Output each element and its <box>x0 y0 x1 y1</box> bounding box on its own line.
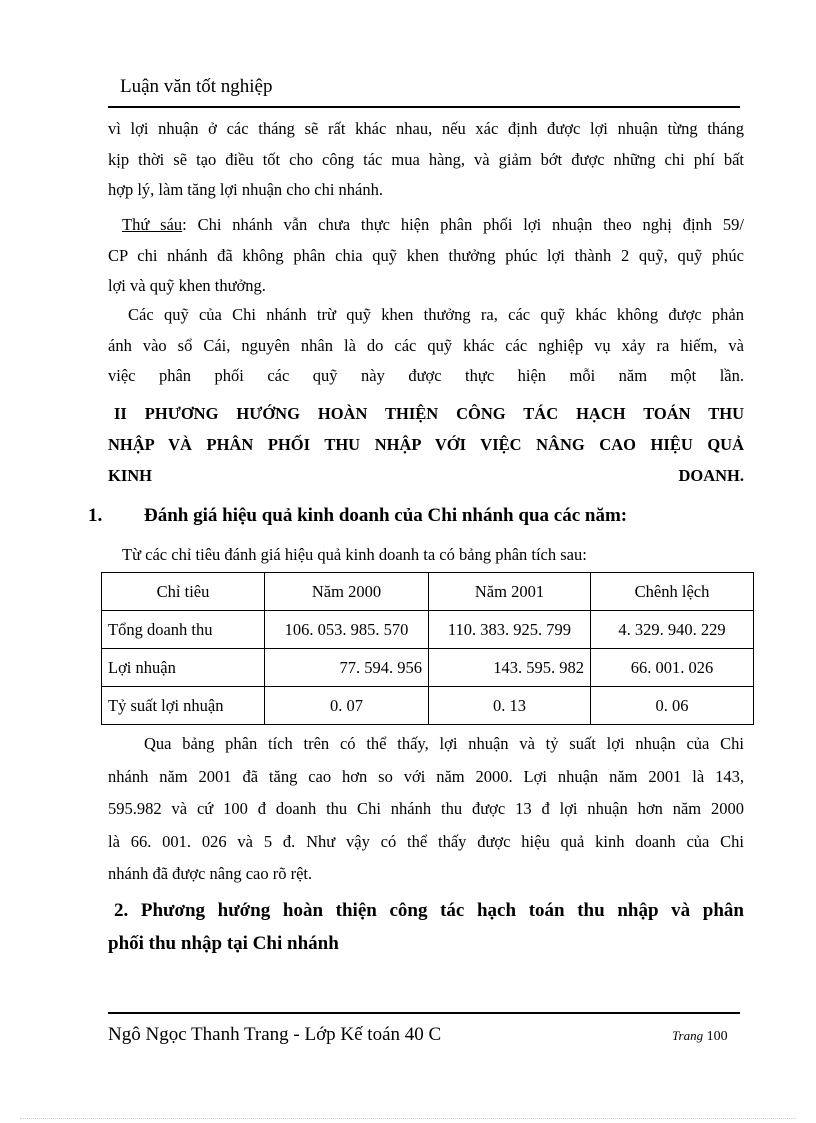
subsection-heading-line: 2. Phương hướng hoàn thiện công tác hạch toán thu nhập và phân <box>114 900 744 921</box>
section-heading <box>108 398 744 491</box>
table-cell: 106. 053. 985. 570 <box>265 611 429 649</box>
header-title: Luận văn tốt nghiệp <box>120 76 273 97</box>
paragraph-3 <box>108 300 744 392</box>
paragraph-2 <box>108 210 744 302</box>
page-number: 100 <box>706 1029 728 1044</box>
page-label: Trang <box>672 1028 704 1043</box>
subsection-2-heading <box>108 894 744 960</box>
subsection-1-heading <box>88 505 627 527</box>
paragraph-line: vì lợi nhuận ở các tháng sẽ rất khác nhau, nếu xác định được lợi nhuận từng tháng <box>108 119 744 138</box>
table-intro: Từ các chỉ tiêu đánh giá hiệu quả kinh doanh ta có bảng phân tích sau: <box>122 545 587 564</box>
paragraph-4 <box>108 728 744 891</box>
table-cell: 0. 07 <box>265 687 429 725</box>
table-cell: 66. 001. 026 <box>591 649 754 687</box>
table-row <box>102 687 754 725</box>
paragraph-line: CP chi nhánh đã không phân chia quỹ khen thưởng phúc lợi thành 2 quỹ, quỹ phúc <box>108 245 744 265</box>
page-bottom-edge <box>20 1118 796 1119</box>
paragraph-line: việc phân phối các quỹ này được thực hiện mỗi năm một lần. <box>108 366 744 385</box>
footer-rule <box>108 1012 740 1014</box>
paragraph-line: lợi và quỹ khen thưởng. <box>108 276 266 295</box>
table-header-cell: Năm 2000 <box>265 573 429 611</box>
analysis-table <box>101 572 754 725</box>
header-rule <box>108 106 740 108</box>
paragraph-line: Các quỹ của Chi nhánh trừ quỹ khen thưởng ra, các quỹ khác không được phản <box>128 305 744 324</box>
paragraph-1 <box>108 114 744 206</box>
subsection-number: 1. <box>88 505 103 526</box>
table-cell: 77. 594. 956 <box>265 649 429 687</box>
emphasis-lead: Thứ sáu <box>122 215 183 234</box>
table-header-cell: Năm 2001 <box>429 573 591 611</box>
subsection-title: Đánh giá hiệu quả kinh doanh của Chi nhánh qua các năm: <box>144 505 628 526</box>
table-cell: 110. 383. 925. 799 <box>429 611 591 649</box>
paragraph-line: Qua bảng phân tích trên có thể thấy, lợi nhuận và tỷ suất lợi nhuận của Chi <box>144 734 744 753</box>
footer-page <box>672 1028 728 1045</box>
table-header-cell: Chỉ tiêu <box>102 573 265 611</box>
table-cell: 0. 06 <box>591 687 754 725</box>
paragraph-line: ánh vào sổ Cái, nguyên nhân là do các quỹ khác các nghiệp vụ xảy ra hiếm, và <box>108 335 744 355</box>
paragraph-line <box>108 210 744 241</box>
paragraph-line: kịp thời sẽ tạo điều tốt cho công tác mua hàng, và giảm bớt được những chi phí bất <box>108 149 744 169</box>
paragraph-line: là 66. 001. 026 và 5 đ. Như vậy có thể thấy được hiệu quả kinh doanh của Chi <box>108 831 744 851</box>
table-header-cell: Chênh lệch <box>591 573 754 611</box>
table-row <box>102 611 754 649</box>
table-cell: Tổng doanh thu <box>102 611 265 649</box>
table-cell: 4. 329. 940. 229 <box>591 611 754 649</box>
table-cell: Lợi nhuận <box>102 649 265 687</box>
table-cell: 0. 13 <box>429 687 591 725</box>
subsection-heading-line: phối thu nhập tại Chi nhánh <box>108 933 339 954</box>
paragraph-line: nhánh năm 2001 đã tăng cao hơn so với năm 2000. Lợi nhuận năm 2001 là 143, <box>108 766 744 786</box>
paragraph-line: 595.982 và cứ 100 đ doanh thu Chi nhánh thu được 13 đ lợi nhuận hơn năm 2000 <box>108 799 744 818</box>
table-header-row <box>102 573 754 611</box>
section-heading-line: II PHƯƠNG HƯỚNG HOÀN THIỆN CÔNG TÁC HẠCH TOÁN THU <box>114 404 744 423</box>
table-cell: Tỷ suất lợi nhuận <box>102 687 265 725</box>
footer-author: Ngô Ngọc Thanh Trang - Lớp Kế toán 40 C <box>108 1024 442 1045</box>
paragraph-line: nhánh đã được nâng cao rõ rệt. <box>108 864 313 883</box>
paragraph-text: : Chi nhánh vẫn chưa thực hiện phân phối lợi nhuận theo nghị định 59/ <box>182 215 744 234</box>
table-cell: 143. 595. 982 <box>429 649 591 687</box>
table-row <box>102 649 754 687</box>
paragraph-line: hợp lý, làm tăng lợi nhuận cho chi nhánh. <box>108 180 383 199</box>
section-heading-line: KINH DOANH. <box>108 466 744 485</box>
section-heading-line: NHẬP VÀ PHÂN PHỐI THU NHẬP VỚI VIỆC NÂNG CAO HIỆU QUẢ <box>108 435 744 454</box>
